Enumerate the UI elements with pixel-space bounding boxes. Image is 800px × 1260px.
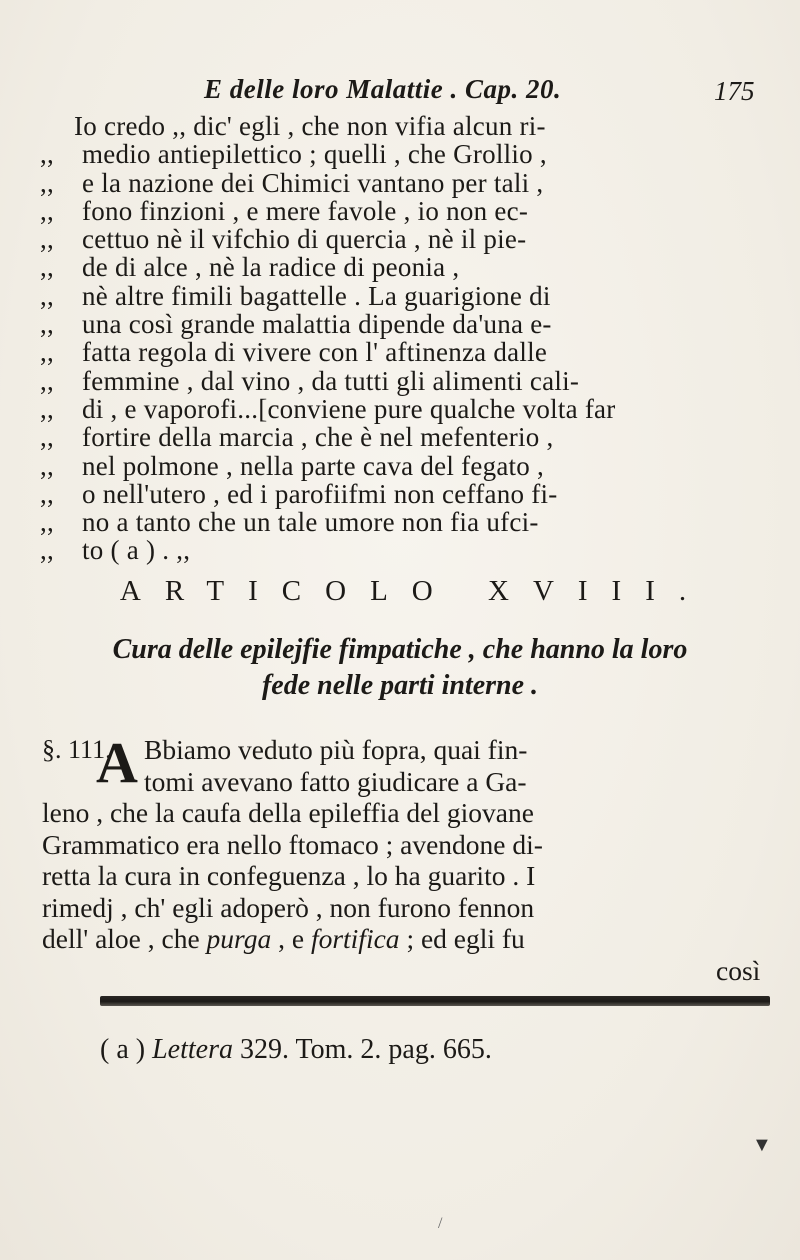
line-text: de di alce , nè la radice di peonia ,: [82, 252, 460, 283]
line-text: retta la cura in confeguenza , lo ha guarito . I: [42, 860, 536, 891]
quote-mark: ,,: [40, 167, 54, 198]
paragraph-line: [42, 829, 767, 861]
footnote: [100, 1034, 492, 1066]
quote-mark: ,,: [40, 224, 54, 255]
article-subtitle: [0, 632, 800, 704]
line-text: e la nazione dei Chimici vantano per tali ,: [82, 167, 544, 198]
line-text: cettuo nè il vifchio di quercia , nè il pie-: [82, 224, 527, 255]
line-text: nè altre fimili bagattelle . La guarigione di: [82, 280, 551, 311]
quote-mark: ,,: [40, 195, 54, 226]
italic-word: fortifica: [310, 923, 400, 954]
text-line: [40, 169, 780, 197]
text-line: [40, 112, 780, 140]
text-line: [40, 508, 780, 536]
text-line: [40, 197, 780, 225]
quote-mark: ,,: [40, 507, 54, 538]
text-line: [40, 140, 780, 168]
quote-mark: ,,: [40, 365, 54, 396]
quote-mark: ,,: [40, 139, 54, 170]
line-text: Io credo ,, dic' egli , che non vifia alcun ri-: [74, 111, 546, 141]
text-line: [40, 395, 780, 423]
text-line: [40, 536, 780, 564]
line-text: una così grande malattia dipende da'una e-: [82, 309, 552, 340]
text-line: [40, 367, 780, 395]
paragraph-line: [42, 860, 767, 892]
paragraph-line: [42, 892, 767, 924]
line-text: Grammatico era nello ftomaco ; avendone di-: [42, 828, 543, 860]
line-text: nel polmone , nella parte cava del fegato ,: [82, 450, 545, 481]
text-line: [40, 225, 780, 253]
footnote-marker: ( a ): [100, 1034, 153, 1065]
text-line: [40, 480, 780, 508]
line-text: fatta regola di vivere con l' aftinenza dalle: [82, 337, 548, 368]
running-header: [0, 66, 800, 116]
line-text: [42, 923, 525, 955]
drop-cap: A: [96, 730, 138, 795]
page-number: 175: [714, 76, 755, 106]
line-text: tomi avevano fatto giudicare a Ga-: [144, 765, 527, 797]
text-line: [40, 253, 780, 281]
stray-mark: /: [438, 1215, 443, 1232]
paragraph-line: [42, 955, 767, 987]
text-line: [40, 310, 780, 338]
paragraph-line: [42, 797, 767, 829]
footnote-ref: Lettera: [152, 1034, 233, 1065]
text-segment: dell' aloe , che: [42, 923, 207, 954]
line-text: o nell'utero , ed i parofiifmi non ceffano fi-: [82, 478, 558, 509]
line-text: leno , che la caufa della epileffia del giovane: [42, 797, 534, 828]
quote-mark: ,,: [40, 252, 54, 283]
quote-mark: ,,: [40, 535, 54, 566]
quote-mark: ,,: [40, 422, 54, 453]
line-text: femmine , dal vino , da tutti gli alimenti cali-: [82, 365, 580, 396]
paragraph-line: [42, 923, 767, 955]
quote-mark: ,,: [40, 280, 54, 311]
text-line: [40, 282, 780, 310]
text-line: [40, 452, 780, 480]
line-text: rimedj , ch' egli adoperò , non furono fennon: [42, 891, 535, 923]
line-text: fono finzioni , e mere favole , io non ec-: [82, 195, 529, 226]
line-text: no a tanto che un tale umore non fia ufci-: [82, 507, 539, 538]
quote-mark: ,,: [40, 450, 54, 481]
subtitle-line: fede nelle parti interne .: [261, 670, 539, 701]
catchword: così: [716, 954, 761, 986]
line-text: fortire della marcia , che è nel mefenterio ,: [82, 422, 554, 453]
quote-mark: ,,: [40, 478, 54, 509]
quotation-block: [40, 112, 780, 565]
running-title: E delle loro Malattie . Cap. 20.: [204, 74, 562, 104]
text-line: [40, 423, 780, 451]
section-number: §. 111.: [42, 735, 112, 764]
section-paragraph: [42, 730, 767, 986]
subtitle-line: Cura delle epilejfie fimpatiche , che hanno la loro: [112, 634, 688, 665]
footnote-rule: [100, 996, 770, 1006]
paragraph-line: [42, 766, 767, 798]
line-text: medio antiepilettico ; quelli , che Grollio ,: [82, 139, 547, 170]
text-segment: ; ed egli fu: [399, 923, 525, 954]
quote-mark: ,,: [40, 309, 54, 340]
italic-word: purga: [206, 923, 272, 954]
text-line: [40, 338, 780, 366]
line-text: to ( a ) . ,,: [82, 535, 191, 566]
quote-mark: ,,: [40, 393, 54, 424]
footnote-text: 329. Tom. 2. pag. 665.: [232, 1034, 492, 1065]
article-heading: ARTICOLO XVIII.: [119, 575, 711, 607]
text-segment: , e: [271, 923, 311, 954]
signature-mark: ▼: [752, 1134, 772, 1156]
line-text: Bbiamo veduto più fopra, quai fin-: [144, 734, 528, 765]
quote-mark: ,,: [40, 337, 54, 368]
line-text: di , e vaporofi...[conviene pure qualche volta far: [82, 393, 616, 424]
